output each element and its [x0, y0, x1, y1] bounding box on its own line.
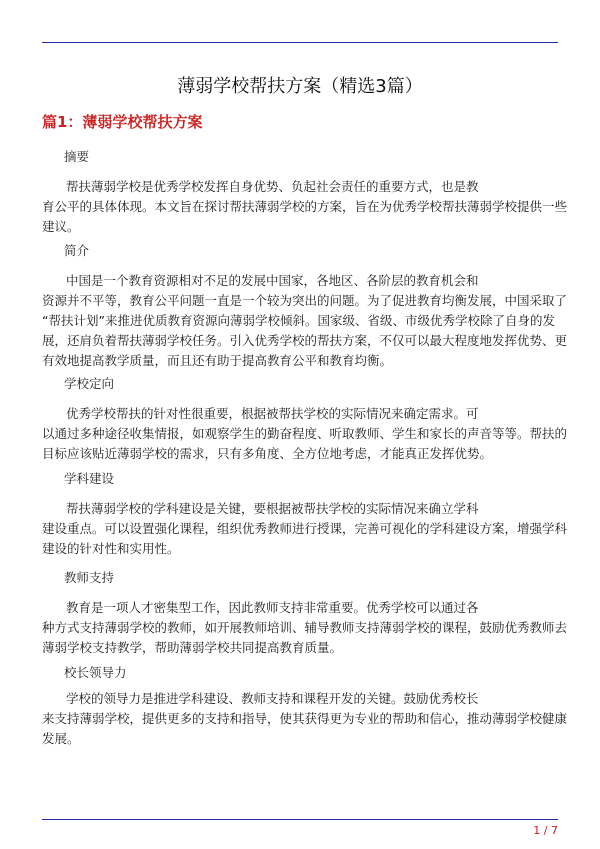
heading-abstract: 摘要	[64, 149, 90, 164]
heading-teacher-support: 教师支持	[64, 570, 115, 585]
paragraph-line: 中国是一个教育资源相对不足的发展中国家，各地区、各阶层的教育机会和	[66, 273, 479, 288]
document-title: 薄弱学校帮扶方案（精选3篇）	[177, 76, 423, 97]
paragraph-line: 帮扶薄弱学校是优秀学校发挥自身优势、负起社会责任的重要方式，也是教	[66, 179, 479, 194]
paragraph-line: 资源并不平等，教育公平问题一直是一个较为突出的问题。为了促进教育均衡发展，中国采取了	[42, 293, 568, 308]
paragraph-line: 目标应该贴近薄弱学校的需求，只有多角度、全方位地考虑，才能真正发挥优势。	[42, 446, 493, 461]
heading-school-orientation: 学校定向	[64, 376, 115, 391]
paragraph-line: 育公平的具体体现。本文旨在探讨帮扶薄弱学校的方案，旨在为优秀学校帮扶薄弱学校提供一些	[42, 199, 568, 214]
heading-introduction: 简介	[64, 243, 90, 258]
bottom-rule	[42, 819, 558, 820]
paragraph-line: 学校的领导力是推进学科建设、教师支持和课程开发的关键。鼓励优秀校长	[66, 691, 479, 706]
paragraph-line: 薄弱学校支持教学，帮助薄弱学校共同提高教育质量。	[42, 640, 343, 655]
heading-principal-leadership: 校长领导力	[64, 665, 127, 680]
heading-subject-building: 学科建设	[64, 471, 115, 486]
section-title: 篇1：薄弱学校帮扶方案	[42, 113, 203, 131]
paragraph-line: 发展。	[42, 731, 80, 746]
paragraph-abstract	[42, 177, 568, 237]
paragraph-line: 以通过多种途径收集情报，如观察学生的勤奋程度、听取教师、学生和家长的声音等等。帮扶的	[42, 426, 568, 441]
paragraph-line: 种方式支持薄弱学校的教师，如开展教师培训、辅导教师支持薄弱学校的课程，鼓励优秀教师去	[42, 620, 568, 635]
paragraph-school-orientation	[42, 404, 568, 464]
paragraph-line: 教育是一项人才密集型工作，因此教师支持非常重要。优秀学校可以通过各	[66, 600, 479, 615]
paragraph-teacher-support	[42, 598, 568, 658]
paragraph-subject-building	[42, 499, 568, 559]
paragraph-principal-leadership	[42, 689, 568, 749]
paragraph-line: 帮扶薄弱学校的学科建设是关键，要根据被帮扶学校的实际情况来确立学科	[66, 501, 479, 516]
paragraph-introduction	[42, 271, 568, 371]
paragraph-line: 有效地提高教学质量，而且还有助于提高教育公平和教育均衡。	[42, 353, 393, 368]
paragraph-line: 优秀学校帮扶的针对性很重要，根据被帮扶学校的实际情况来确定需求。可	[66, 406, 479, 421]
paragraph-line: “帮扶计划”来推进优质教育资源向薄弱学校倾斜。国家级、省级、市级优秀学校除了自身的发	[42, 313, 555, 328]
paragraph-line: 展，还肩负着帮扶薄弱学校任务。引入优秀学校的帮扶方案，不仅可以最大程度地发挥优势、更	[42, 333, 568, 348]
paragraph-line: 建设的针对性和实用性。	[42, 541, 180, 556]
page-number: 1 / 7	[533, 824, 558, 837]
top-rule	[42, 42, 558, 43]
paragraph-line: 来支持薄弱学校，提供更多的支持和指导，使其获得更为专业的帮助和信心，推动薄弱学校健康	[42, 711, 568, 726]
paragraph-line: 建设重点。可以设置强化课程，组织优秀教师进行授课，完善可视化的学科建设方案，增强学科	[42, 521, 568, 536]
paragraph-line: 建议。	[42, 219, 80, 234]
